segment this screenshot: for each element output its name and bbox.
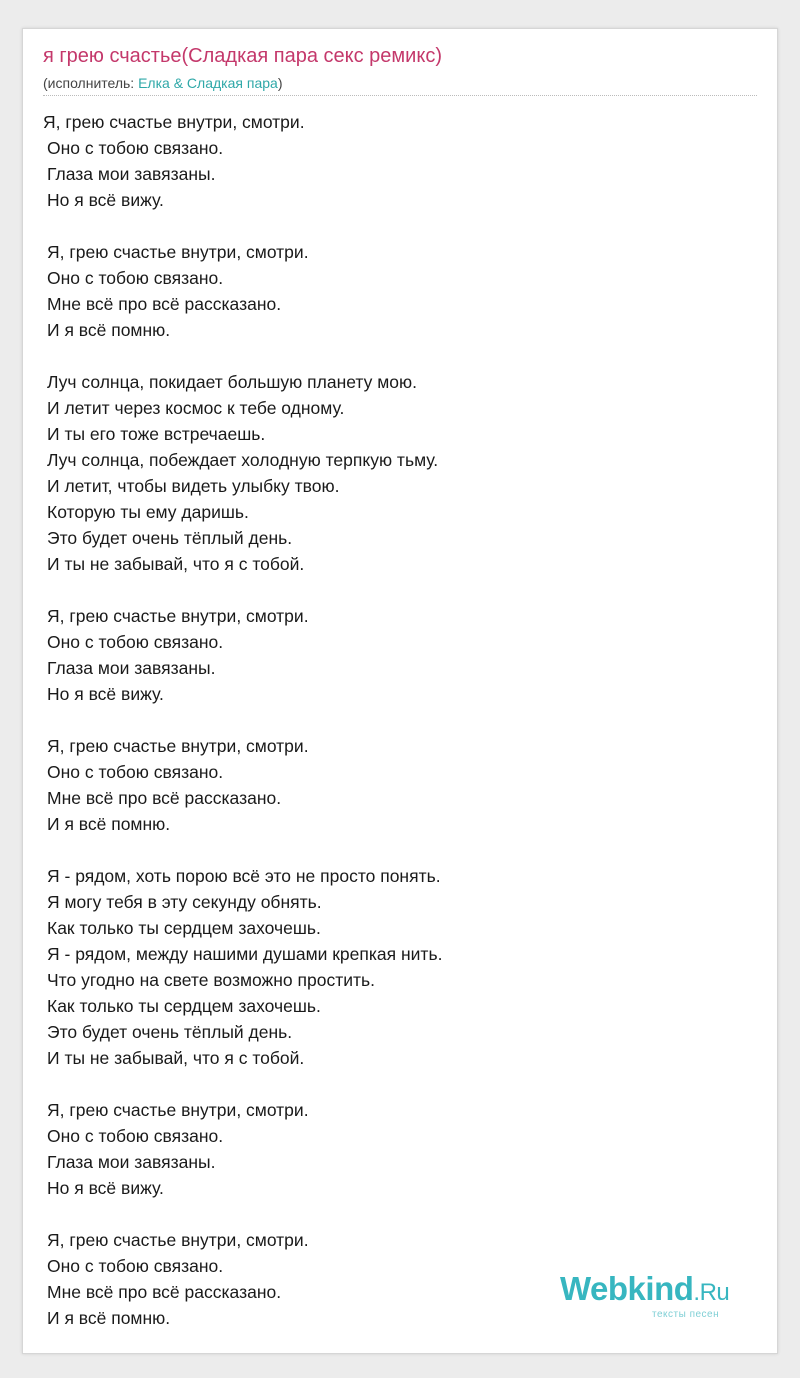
lyrics-line: И ты не забывай, что я с тобой. bbox=[47, 1048, 305, 1068]
logo-brand: Webkind bbox=[560, 1270, 694, 1307]
lyrics-line: Оно с тобою связано. bbox=[47, 138, 224, 158]
lyrics-line: Глаза мои завязаны. bbox=[47, 658, 216, 678]
title-divider bbox=[43, 95, 757, 96]
lyrics-stanza bbox=[47, 1097, 747, 1201]
lyrics-line: Я, грею счастье внутри, смотри. bbox=[47, 606, 309, 626]
lyrics-stanza bbox=[47, 733, 747, 837]
lyrics-line: Оно с тобою связано. bbox=[47, 632, 224, 652]
artist-line bbox=[43, 75, 282, 91]
lyrics-body bbox=[43, 109, 747, 1331]
lyrics-line: И я всё помню. bbox=[47, 1308, 171, 1328]
lyrics-line: И я всё помню. bbox=[47, 814, 171, 834]
lyrics-line: Оно с тобою связано. bbox=[47, 1126, 224, 1146]
lyrics-line: Но я всё вижу. bbox=[47, 1178, 164, 1198]
logo-domain: .Ru bbox=[693, 1279, 730, 1306]
lyrics-line: Луч солнца, побеждает холодную терпкую тьму. bbox=[47, 450, 439, 470]
lyrics-line: Я, грею счастье внутри, смотри. bbox=[43, 112, 305, 132]
lyrics-stanza bbox=[47, 603, 747, 707]
lyrics-stanza bbox=[47, 369, 747, 577]
lyrics-line: Луч солнца, покидает большую планету мою. bbox=[47, 372, 417, 392]
lyrics-line: Я - рядом, хоть порою всё это не просто понять. bbox=[47, 866, 441, 886]
lyrics-line: Что угодно на свете возможно простить. bbox=[47, 970, 375, 990]
lyrics-line: Это будет очень тёплый день. bbox=[47, 1022, 293, 1042]
lyrics-line: Оно с тобою связано. bbox=[47, 268, 224, 288]
lyrics-line: И летит через космос к тебе одному. bbox=[47, 398, 345, 418]
artist-link[interactable]: Елка & Сладкая пара bbox=[138, 75, 278, 91]
webkind-logo bbox=[560, 1270, 729, 1308]
artist-suffix: ) bbox=[277, 75, 283, 91]
lyrics-line: Мне всё про всё рассказано. bbox=[47, 1282, 282, 1302]
lyrics-line: Мне всё про всё рассказано. bbox=[47, 788, 282, 808]
lyrics-line: Оно с тобою связано. bbox=[47, 1256, 224, 1276]
lyrics-line: Как только ты сердцем захочешь. bbox=[47, 996, 321, 1016]
logo-tagline: тексты песен bbox=[652, 1309, 720, 1320]
lyrics-line: Я, грею счастье внутри, смотри. bbox=[47, 1100, 309, 1120]
song-title: я грею счастье(Сладкая пара секс ремикс) bbox=[43, 45, 442, 67]
lyrics-line: И я всё помню. bbox=[47, 320, 171, 340]
lyrics-line: И летит, чтобы видеть улыбку твою. bbox=[47, 476, 340, 496]
lyrics-line: И ты не забывай, что я с тобой. bbox=[47, 554, 305, 574]
lyrics-line: Но я всё вижу. bbox=[47, 684, 164, 704]
lyrics-line: Глаза мои завязаны. bbox=[47, 164, 216, 184]
lyrics-line: Я могу тебя в эту секунду обнять. bbox=[47, 892, 322, 912]
lyrics-line: Которую ты ему даришь. bbox=[47, 502, 249, 522]
site-watermark bbox=[560, 1270, 750, 1320]
lyrics-line: Я, грею счастье внутри, смотри. bbox=[47, 242, 309, 262]
lyrics-line: И ты его тоже встречаешь. bbox=[47, 424, 266, 444]
lyrics-line: Глаза мои завязаны. bbox=[47, 1152, 216, 1172]
lyrics-line: Мне всё про всё рассказано. bbox=[47, 294, 282, 314]
lyrics-line: Оно с тобою связано. bbox=[47, 762, 224, 782]
lyrics-card bbox=[22, 28, 778, 1354]
lyrics-line: Это будет очень тёплый день. bbox=[47, 528, 293, 548]
lyrics-stanza bbox=[47, 863, 747, 1071]
lyrics-line: Но я всё вижу. bbox=[47, 190, 164, 210]
lyrics-stanza bbox=[43, 109, 747, 213]
lyrics-line: Как только ты сердцем захочешь. bbox=[47, 918, 321, 938]
lyrics-line: Я, грею счастье внутри, смотри. bbox=[47, 1230, 309, 1250]
artist-prefix: (исполнитель: bbox=[43, 75, 139, 91]
lyrics-line: Я - рядом, между нашими душами крепкая нить. bbox=[47, 944, 443, 964]
lyrics-line: Я, грею счастье внутри, смотри. bbox=[47, 736, 309, 756]
lyrics-stanza bbox=[47, 239, 747, 343]
